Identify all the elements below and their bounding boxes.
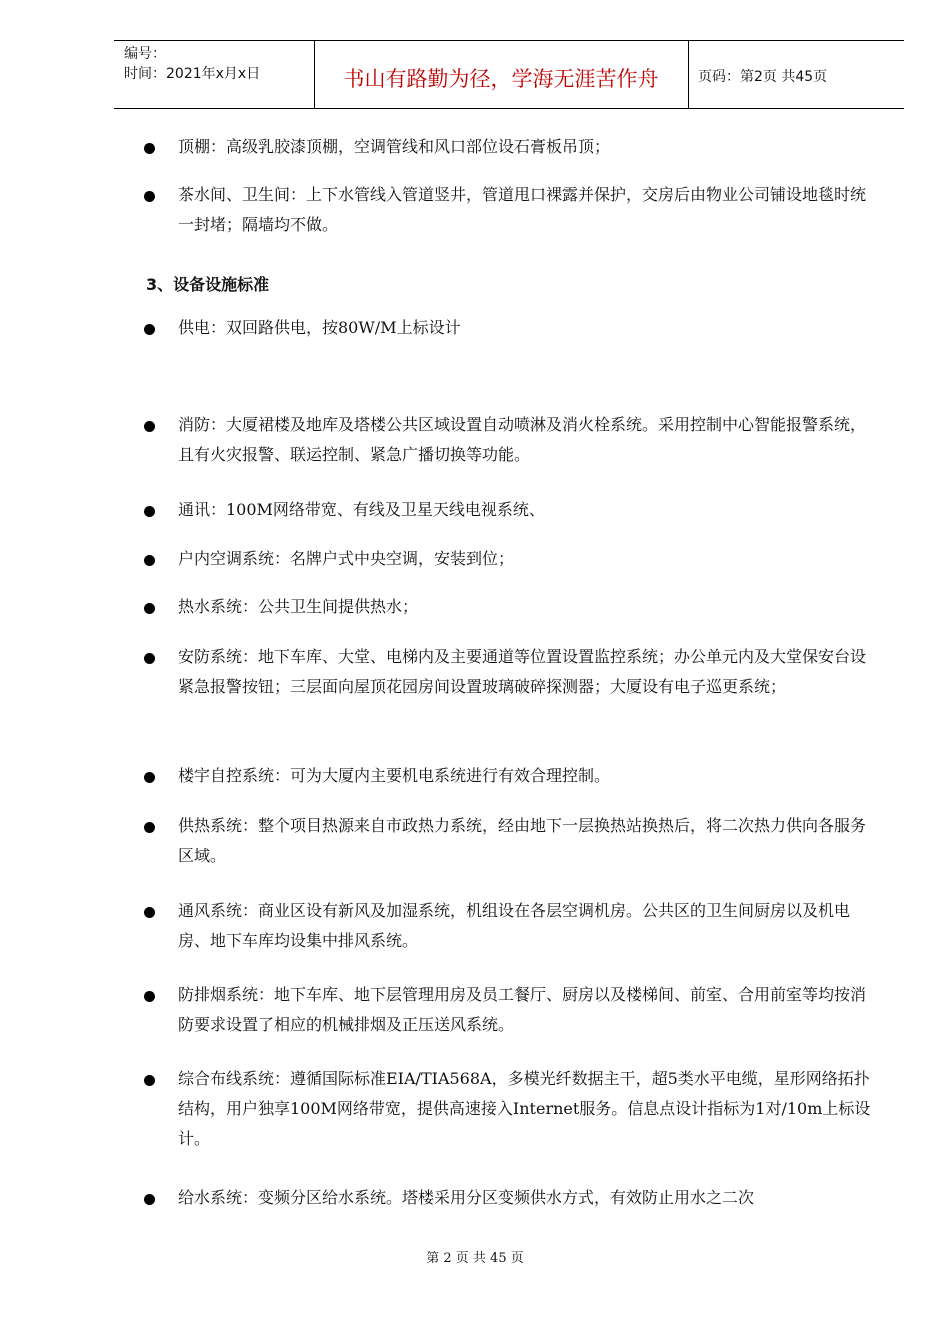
bullet-icon <box>144 772 155 783</box>
list-item-heating: 供热系统：整个项目热源来自市政热力系统，经由地下一层换热站换热后，将二次热力供向各服务区域。 <box>178 816 867 865</box>
bullet-icon <box>144 143 155 154</box>
bullet-icon <box>144 506 155 517</box>
list-item-hot-water: 热水系统：公共卫生间提供热水； <box>178 597 419 616</box>
bullet-icon <box>144 822 155 833</box>
page-header <box>114 40 904 109</box>
header-motto-cell <box>314 41 689 108</box>
motto: 书山有路勤为径，学海无涯苦作舟 <box>343 67 659 91</box>
page-code: 页码：第2页 共45页 <box>698 69 828 85</box>
list-item-tea-room: 茶水间、卫生间：上下水管线入管道竖井，管道甩口裸露并保护，交房后由物业公司铺设地毯时统一封堵；隔墙均不做。 <box>178 185 867 234</box>
bullet-icon <box>144 1194 155 1205</box>
bullet-icon <box>144 555 155 566</box>
list-item-water-supply: 给水系统：变频分区给水系统。塔楼采用分区变频供水方式，有效防止用水之二次 <box>178 1188 755 1207</box>
list-item-ceiling: 顶棚：高级乳胶漆顶棚，空调管线和风口部位设石膏板吊顶； <box>178 137 611 156</box>
list-item-aircon: 户内空调系统：名牌户式中央空调，安装到位； <box>178 549 515 568</box>
bullet-icon <box>144 324 155 335</box>
section-title: 3、设备设施标准 <box>146 275 270 294</box>
list-item-power: 供电：双回路供电，按80W/M上标设计 <box>178 318 461 337</box>
header-page-cell <box>688 41 904 108</box>
list-item-automation: 楼宇自控系统：可为大厦内主要机电系统进行有效合理控制。 <box>178 766 611 785</box>
number-label: 编号： <box>124 46 166 62</box>
bullet-icon <box>144 1075 155 1086</box>
bullet-icon <box>144 907 155 918</box>
list-item-fire: 消防：大厦裙楼及地库及塔楼公共区域设置自动喷淋及消火栓系统。采用控制中心智能报警系统，且有火灾报警、联运控制、紧急广播切换等功能。 <box>178 415 867 464</box>
bullet-icon <box>144 603 155 614</box>
bullet-icon <box>144 991 155 1002</box>
bullet-icon <box>144 653 155 664</box>
header-meta-cell <box>114 41 315 108</box>
list-item-ventilation: 通风系统：商业区设有新风及加湿系统，机组设在各层空调机房。公共区的卫生间厨房以及机电房、地下车库均设集中排风系统。 <box>178 901 851 950</box>
list-item-telecom: 通讯：100M网络带宽、有线及卫星天线电视系统、 <box>178 500 545 519</box>
list-item-smoke: 防排烟系统：地下车库、地下层管理用房及员工餐厅、厨房以及楼梯间、前室、合用前室等均按消防要求设置了相应的机械排烟及正压送风系统。 <box>178 985 867 1034</box>
bullet-icon <box>144 421 155 432</box>
page-footer: 第 2 页 共 45 页 <box>426 1251 524 1266</box>
bullet-icon <box>144 191 155 202</box>
list-item-cabling: 综合布线系统：遵循国际标准EIA/TIA568A，多模光纤数据主干，超5类水平电缆，星形网络拓扑结构，用户独享100M网络带宽，提供高速接入Internet服务。信息点设计指标为1对/10m上标设计。 <box>178 1069 871 1148</box>
time-label: 时间：2021年x月x日 <box>124 66 261 82</box>
list-item-security: 安防系统：地下车库、大堂、电梯内及主要通道等位置设置监控系统；办公单元内及大堂保安台设紧急报警按钮；三层面向屋顶花园房间设置玻璃破碎探测器；大厦设有电子巡更系统； <box>178 647 867 696</box>
